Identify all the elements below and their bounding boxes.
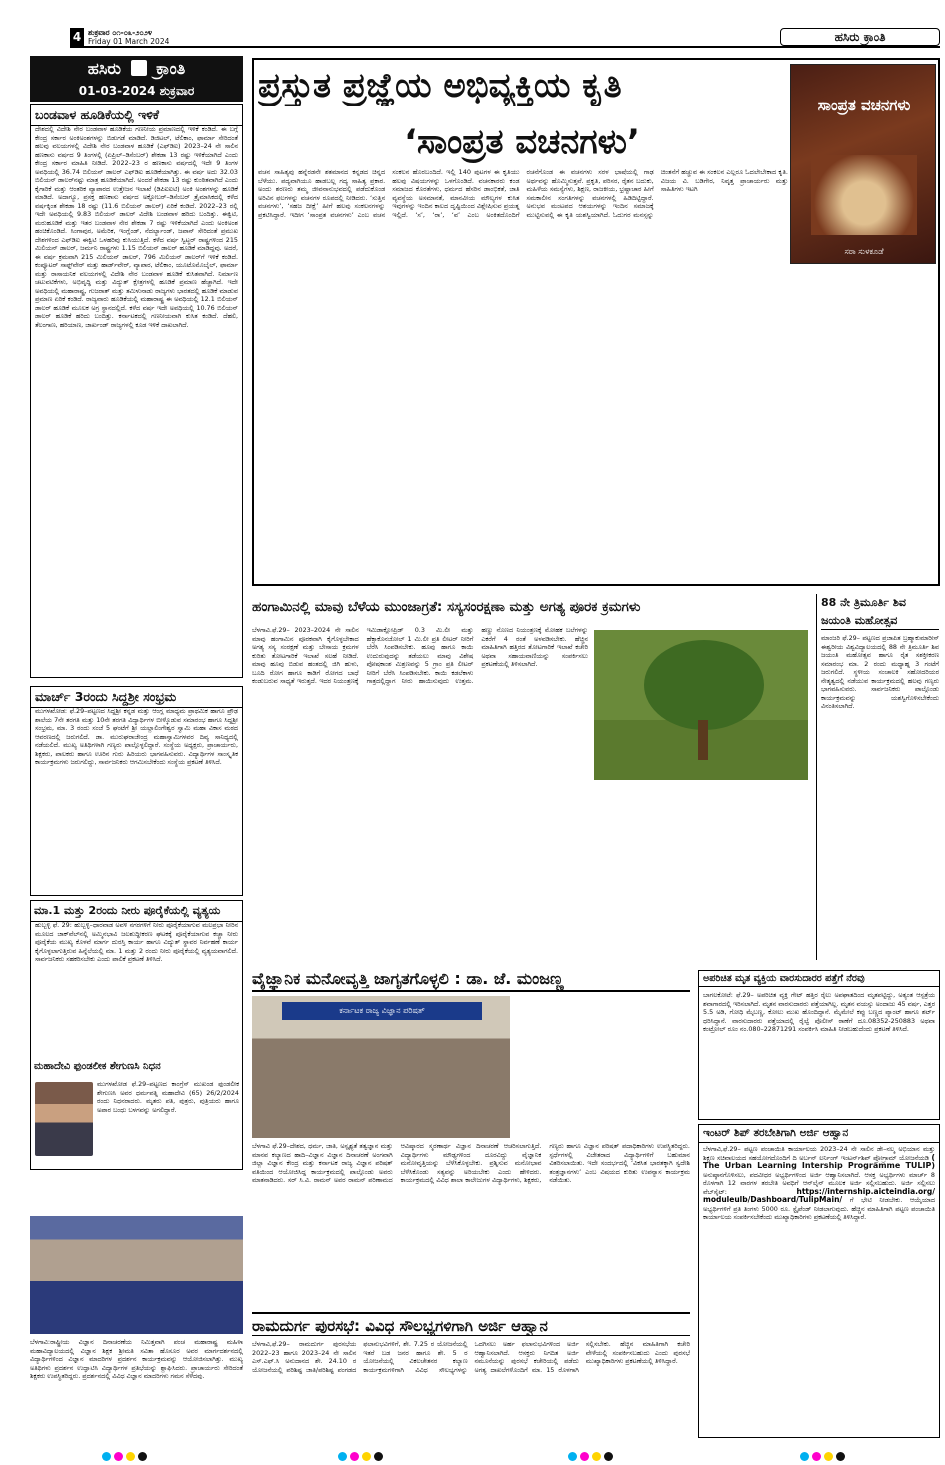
article-internship-title: ಇಂಟರ್ ಶಿಪ್ ತರಬೇತಿಗಾಗಿ ಅರ್ಜಿ ಆಹ್ವಾನ bbox=[699, 1125, 939, 1143]
article-water-title: ಮಾ.1 ಮತ್ತು 2ರಂದು ನೀರು ಪೂರೈಕೆಯಲ್ಲಿ ವ್ಯತ್ಯಯ bbox=[31, 901, 242, 922]
book-cover-title: ಸಾಂಪ್ರತ ವಚನಗಳು bbox=[817, 96, 911, 114]
dot-magenta bbox=[114, 1452, 123, 1461]
dot-cyan bbox=[102, 1452, 111, 1461]
article-fdi bbox=[30, 104, 243, 678]
article-book-title-line1: ಪ್ರಸ್ತುತ ಪ್ರಜ್ಞೆಯ ಅಭಿವ್ಯಕ್ತಿಯ ಕೃತಿ bbox=[258, 66, 622, 106]
mango-tree-photo bbox=[594, 630, 808, 780]
article-fdi-body: ದೇಶದಲ್ಲಿ ವಿದೇಶಿ ನೇರ ಬಂಡವಾಳ ಹೂಡಿಕೆಯ ಗಣನೀಯ ಪ್ರಮಾಣದಲ್ಲಿ ಇಳಿಕೆ ಕಂಡಿದೆ. ಈ ಬಗ್ಗೆ ಕೇಂದ್ರ ಸರ್ಕಾರ ಅಂಕಿಅಂಶಗಳನ್ನು ಬಿಡುಗಡೆ ಮಾಡಿದೆ. ಡಿಜಿಟಲ್, ಟೆಲಿಕಾಂ, ಫಾರ್ಮಾ ಸೇರಿದಂತೆ ಹಲವು ವಲಯಗಳಲ್ಲಿ ವಿದೇಶಿ ನೇರ ಬಂಡವಾಳ ಹೂಡಿಕೆ (ಎಫ್‌ಡಿಐ) 2023–24 ನೇ ಸಾಲಿನ ಹಣಕಾಸು ವರ್ಷದ 9 ತಿಂಗಳಲ್ಲಿ (ಏಪ್ರಿಲ್–ಡಿಸೆಂಬರ್) ಶೇಕಡಾ 13 ರಷ್ಟು ಇಳಿಕೆಯಾಗಿದೆ ಎಂದು ಕೇಂದ್ರ ಸರ್ಕಾರ ಮಾಹಿತಿ ನೀಡಿದೆ. 2022–23 ರ ಹಣಕಾಸು ವರ್ಷದಲ್ಲಿ ಇದೇ 9 ತಿಂಗಳ ಅವಧಿಯಲ್ಲಿ 36.74 ಬಿಲಿಯನ್ ಡಾಲರ್ ಎಫ್‌ಡಿಐ ಹೂಡಿಕೆಯಾಗಿತ್ತು. ಈ ವರ್ಷ ಅದು 32.03 ಬಿಲಿಯನ್ ಡಾಲರ್‌ನಷ್ಟು ಮಾತ್ರ ಹೂಡಿಕೆಯಾಗಿದೆ. ಅಂದರೆ ಶೇಕಡಾ 13 ರಷ್ಟು ಕುಂಠಿತವಾಗಿದೆ ಎಂದು ಕೈಗಾರಿಕೆ ಮತ್ತು ಆಂತರಿಕ ವ್ಯಾಪಾರದ ಉತ್ತೇಜನ ಇಲಾಖೆ (ಡಿಪಿಐಐಟಿ) ಅಂಕಿ ಅಂಶಗಳನ್ನು ಹೂಡಿಕೆ ಮಾಡಿದೆ. ಅದಾಗ್ಯೂ, ಪ್ರಸಕ್ತ ಹಣಕಾಸು ವರ್ಷದ ಅಕ್ಟೋಬರ್–ಡಿಸೆಂಬರ್ ತ್ರೈಮಾಸಿಕದಲ್ಲಿ ಕಳೆದ ವರ್ಷಕ್ಕಿಂತ ಶೇಕಡಾ 18 ರಷ್ಟು (11.6 ಬಿಲಿಯನ್ ಡಾಲರ್) ಏರಿಕೆ ಕಂಡಿದೆ. 2022–23 ರಲ್ಲಿ ಇದೇ ಅವಧಿಯಲ್ಲಿ 9.83 ಬಿಲಿಯನ್ ಡಾಲರ್ ವಿದೇಶಿ ಬಂಡವಾಳ ಹರಿದು ಬಂದಿತ್ತು. ಈಕ್ವಿಟಿ, ಮರುಹೂಡಿಕೆ ಮತ್ತು ಇತರ ಬಂಡವಾಳ ನೇರ ಶೇಕಡಾ 7 ರಷ್ಟು ಇಳಿಕೆಯಾಗಿದೆ ಎಂದು ಅಂಕಿಅಂಶ ಹಂಚಿಕೊಂಡಿದೆ. ಸಿಂಗಾಪುರ, ಅಮೆರಿಕ, ಇಂಗ್ಲೆಂಡ್, ನೆದರ್ಲ್ಯಾಂಡ್, ಜಪಾನ್ ಸೇರಿದಂತೆ ಪ್ರಮುಖ ದೇಶಗಳಿಂದ ಎಫ್‌ಡಿಐ ಈಕ್ವಿಟಿ ಒಳಹರಿವು ಕುಸಿಯುತ್ತಿದೆ. ಕಳೆದ ವರ್ಷ ಸ್ವಿಟ್ಜರ್ ರಾಷ್ಟ್ರಗಳಿಂದ 215 ಮಿಲಿಯನ್ ಡಾಲರ್, ಜರ್ಮನಿ ರಾಷ್ಟ್ರಗಳು 1.15 ಬಿಲಿಯನ್ ಡಾಲರ್ ಹೂಡಿಕೆ ಮಾಡಿದ್ದವು. ಅದರೆ, ಈ ವರ್ಷ ಕ್ರಮವಾಗಿ 215 ಮಿಲಿಯನ್ ಡಾಲರ್, 796 ಮಿಲಿಯನ್ ಡಾಲರ್‌ಗೆ ಇಳಿಕೆ ಕಂಡಿದೆ. ಕಂಪ್ಯೂಟರ್ ಸಾಫ್ಟ್‌ವೇರ್ ಮತ್ತು ಹಾರ್ಡ್‌ವೇರ್, ವ್ಯಾಪಾರ, ಟೆಲಿಕಾಂ, ಯೂಟೊಮೊಬೈಲ್, ಫಾರ್ಮಾ ಮತ್ತು ರಾಸಾಯನಿಕ ವಲಯಗಳಲ್ಲಿ ವಿದೇಶಿ ನೇರ ಬಂಡವಾಳ ಹೂಡಿಕೆ ಕುಸಿತವಾಗಿದೆ. ನಿರ್ಮಾಣ ಚಟುವಟಿಕೆಗಳು, ಅಭಿವೃದ್ಧಿ ಮತ್ತು ವಿದ್ಯುತ್ ಕ್ಷೇತ್ರಗಳಲ್ಲಿ ಹೂಡಿಕೆ ಪ್ರಮಾಣ ಹೆಚ್ಚಾಗಿದೆ. ಇದೇ ಅವಧಿಯಲ್ಲಿ ಮಹಾರಾಷ್ಟ್ರ, ಗುಜರಾತ್ ಮತ್ತು ತಮಿಳುನಾಡು ರಾಜ್ಯಗಳು ಭಾರತದಲ್ಲಿ ಹೂಡಿಕೆ ಮಾಡುವ ಪ್ರಮಾಣ ಏರಿಕೆ ಕಂಡಿದೆ. ರಾಜ್ಯವಾರು ಹೂಡಿಕೆಯಲ್ಲಿ ಮಹಾರಾಷ್ಟ್ರ ಈ ಅವಧಿಯಲ್ಲಿ 12.1 ಬಿಲಿಯನ್ ಡಾಲರ್ ಹೂಡಿಕೆ ಮೂಲಕ ಅಗ್ರ ಸ್ಥಾನದಲ್ಲಿದೆ. ಕಳೆದ ವರ್ಷ ಇದೇ ಅವಧಿಯಲ್ಲಿ 10.76 ಬಿಲಿಯನ್ ಡಾಲರ್ ಹೂಡಿಕೆ ಹರಿದು ಬಂದಿತ್ತು. ಕರ್ನಾಟಕದಲ್ಲಿ ಗಣನೀಯವಾಗಿ ಕುಸಿತ ಕಂಡಿದೆ. ದೆಹಲಿ, ತೆಲಂಗಾಣ, ಹರಿಯಾಣ, ಜಾರ್ಖಂಡ್ ರಾಜ್ಯಗಳಲ್ಲಿ ಕೂಡ ಇಳಿಕೆ ದಾಖಲಾಗಿದೆ. bbox=[35, 125, 238, 329]
masthead-logo-icon bbox=[131, 60, 147, 76]
article-science-expo bbox=[30, 1216, 243, 1450]
article-siddashree-title: ಮಾರ್ಚ್ 3ರಂದು ಸಿದ್ದಶ್ರೀ ಸಂಭ್ರಮ bbox=[31, 687, 242, 708]
article-jayanti-title: 88 ನೇ ತ್ರಿಮೂರ್ತಿ ಶಿವ ಜಯಂತಿ ಮಹೋತ್ಸವ bbox=[821, 594, 939, 630]
article-unknown-body-title: ಅಪರಿಚಿತ ಮೃತ ವ್ಯಕ್ತಿಯ ವಾರಸುದಾರರ ಪತ್ತೆಗೆ ನೆರವು bbox=[699, 971, 939, 987]
article-book-body: ವಚನ ಸಾಹಿತ್ಯವು ಹನ್ನೆರಡನೇ ಶತಮಾನದ ಕನ್ನಡದ ಚಿನ್ನದ ಬೆಳೆಯು. ಪದ್ಯವಾಗಿಯೂ ಹಾಡಬಲ್ಲ ಗದ್ಯ ಸಾಹಿತ್ಯ ಪ್ರಕಾರ. ಅಂದು ಶರಣರು ತಮ್ಮ ಜೀವನಾನುಭವದಲ್ಲಿ ಪಡೆದುಕೊಂಡ ಅರಿವಿನ ಫಲಗಳನ್ನು ವಚನಗಳ ರೂಪದಲ್ಲಿ ನೀಡಿದರು. ‘ಸುತ್ತಿನ ವಚನಗಳು’, ‘ಸಹಜ ದೀಕ್ಷೆ’ ಹೀಗೆ ಹಲವು ಸಂಕಲನಗಳನ್ನು ಪ್ರಕಟಿಸಿದ್ದಾರೆ. ಇದೀಗ ‘ಸಾಂಪ್ರತ ವಚನಗಳು’ ಎಂಬ ವಚನ ಸಂಕಲನ ಹೊರಬಂದಿದೆ. ಇಲ್ಲಿ 140 ಪುಟಗಳ ಈ ಕೃತಿಯು ಹಲವು ವಿಷಯಗಳನ್ನು ಒಳಗೊಂಡಿದೆ. ವಚನಕಾರರು ಕಂಡ ಸಮಾಜದ ಕೊರತೆಗಳು, ಧರ್ಮದ ಹೆಸರಿನ ಡಾಂಭಿಕತೆ, ಜಾತಿ ವ್ಯವಸ್ಥೆಯ ಅಸಮಾನತೆ, ಮಾನವೀಯ ಮೌಲ್ಯಗಳ ಕುಸಿತ ಇವುಗಳನ್ನು ಇಂದಿನ ಕಾಲದ ದೃಷ್ಟಿಯಿಂದ ವಿಶ್ಲೇಷಿಸುವ ಪ್ರಯತ್ನ ಇಲ್ಲಿದೆ. ‘ಸ’, ‘ರಾ’, ‘ವ’ ಎಂಬ ಅಂಕಿತದೊಂದಿಗೆ ರಚನೆಗೊಂಡ ಈ ವಚನಗಳು ಸರಳ ಭಾಷೆಯಲ್ಲಿ ಗಾಢ ಅರ್ಥವನ್ನು ಹೊಮ್ಮಿಸುತ್ತವೆ. ಪ್ರಕೃತಿ, ಪರಿಸರ, ರೈತನ ಬದುಕು, ಮಹಿಳೆಯ ಸಮಸ್ಯೆಗಳು, ಶಿಕ್ಷಣ, ರಾಜಕೀಯ, ಭ್ರಷ್ಟಾಚಾರ ಹೀಗೆ ಸಮಕಾಲೀನ ಸಂಗತಿಗಳನ್ನು ವಚನಗಳಲ್ಲಿ ಹಿಡಿದಿಟ್ಟಿದ್ದಾರೆ. ಅನುಭವ ಮಂಟಪದ ಆಶಯಗಳನ್ನು ಇಂದಿನ ಸಮಾಜಕ್ಕೆ ಮುಟ್ಟಿಸುವಲ್ಲಿ ಈ ಕೃತಿ ಯಶಸ್ವಿಯಾಗಿದೆ. ಓದುಗರ ಮನಸ್ಸನ್ನು ಚಿಂತನೆಗೆ ಹಚ್ಚುವ ಈ ಸಂಕಲನ ಎಲ್ಲರೂ ಓದಲೇಬೇಕಾದ ಕೃತಿ. ವಿಜಯ ವಿ. ಬಡಿಗೇರ, ನಿವೃತ್ತ ಪ್ರಾಚಾರ್ಯರು ಮತ್ತು ಸಾಹಿತಿಗಳು ಇಟಗಿ bbox=[258, 168, 788, 219]
color-registration-dots-center-left bbox=[338, 1452, 388, 1462]
internship-body-after: ಗೆ ಭೇಟಿ ನೀಡಬೇಕು. ಆಯ್ಕೆಯಾದ ಅಭ್ಯರ್ಥಿಗಳಿಗೆ ಪ್ರತಿ ತಿಂಗಳು 5000 ರೂ. ಸ್ಟೈಪೆಂಡ್ ನೀಡಲಾಗುವುದು. ಹೆಚ್ಚಿನ ಮಾಹಿತಿಗಾಗಿ ಪಟ್ಟಣ ಪಂಚಾಯಿತಿ ಕಾರ್ಯಾಲಯ ಸಂಪರ್ಕಿಸಬೇಕೆಂದು ಮುಖ್ಯಾಧಿಕಾರಿಗಳು ಪ್ರಕಟಣೆಯಲ್ಲಿ ತಿಳಿಸಿದ್ದಾರೆ. bbox=[703, 1196, 935, 1221]
color-registration-dots-center-right bbox=[568, 1452, 618, 1462]
color-registration-dots-left bbox=[102, 1452, 152, 1462]
article-scientific bbox=[252, 966, 690, 1306]
masthead-name-left: ಹಸಿರು bbox=[87, 59, 121, 78]
article-jayanti bbox=[816, 594, 940, 960]
book-cover-author: ಸರಾ ಸುಳಕೂಡೆ bbox=[844, 247, 884, 256]
article-siddashree bbox=[30, 686, 243, 896]
article-unknown-body-text: ಬಾಗಲಕೋಟೆ: ಫೆ.29– ಅಪರಿಚಿತ ವ್ಯಕ್ತಿ ಗೇಟ್ ಹತ್ತಿರ ರೈಲು ಅಪಘಾತದಿಂದ ಮೃತಪಟ್ಟಿದ್ದು, ಅತ್ಯಂತ ಆಸ್ಪತ್ರೆಯ ಶವಾಗಾರದಲ್ಲಿ ಇರಿಸಲಾಗಿದೆ. ಮೃತನ ವಾರಸುದಾರರು ಪತ್ತೆಯಾಗಿಲ್ಲ. ಮೃತನ ವಯಸ್ಸು ಅಂದಾಜು 45 ವರ್ಷ, ಎತ್ತರ 5.5 ಅಡಿ, ಗೋಧಿ ಮೈಬಣ್ಣ, ಕೋಲು ಮುಖ ಹೊಂದಿದ್ದಾನೆ. ಮೈಮೇಲೆ ಕಪ್ಪು ಬಣ್ಣದ ಪ್ಯಾಂಟ್ ಹಾಗೂ ಶರ್ಟ್ ಧರಿಸಿದ್ದಾನೆ. ವಾರಸುದಾರರು ಪತ್ತೆಯಾದಲ್ಲಿ ರೈಲ್ವೆ ಪೊಲೀಸ್ ಠಾಣೆಗೆ ದೂ.08352-250883 ಅಥವಾ ಕಂಟ್ರೋಲ್ ರೂಂ ನಂ.080–22871291 ಸಂಪರ್ಕಿಸಿ ಮಾಹಿತಿ ನೀಡಬಹುದೆಂದು ಪ್ರಕಟಣೆ ತಿಳಿಸಿದೆ. bbox=[703, 991, 935, 1033]
article-ramdurg-title: ರಾಮದುರ್ಗ ಪುರಸಭೆ: ವಿವಿಧ ಸೌಲಭ್ಯಗಳಿಗಾಗಿ ಅರ್ಜಿ ಆಹ್ವಾನ bbox=[252, 1312, 690, 1336]
article-book bbox=[252, 58, 940, 586]
internship-url-link[interactable]: https://internship.aicteindia.org/ moduleulb/Dashboard/TulipMain/ bbox=[703, 1186, 935, 1204]
page-number: 4 bbox=[70, 28, 84, 46]
masthead bbox=[30, 56, 243, 102]
article-ramdurg-body: ಬೆಳಗಾವಿ,ಫೆ.29– ರಾಮದುರ್ಗ ಪುರಸಭೆಯ 2022–23 ಹಾಗೂ 2023–24 ನೇ ಸಾಲಿನ ಎಸ್.ಎಫ್.ಸಿ ಅನುದಾನದ ಶೇ. 24.10 ರ ಯೋಜನೆಯಲ್ಲಿ ಪರಿಶಿಷ್ಟ ಜಾತಿ/ಪರಿಶಿಷ್ಟ ಪಂಗಡದ ಫಲಾನುಭವಿಗಳಿಗೆ, ಶೇ. 7.25 ರ ಯೋಜನೆಯಲ್ಲಿ ಇತರೆ ಬಡ ಜನರ ಹಾಗೂ ಶೇ. 5 ರ ಯೋಜನೆಯಲ್ಲಿ ವಿಕಲಚೇತನರ ಕಲ್ಯಾಣ ಕಾರ್ಯಕ್ರಮಗಳಿಗಾಗಿ ವಿವಿಧ ಸೌಲಭ್ಯಗಳನ್ನು ಒದಗಿಸಲು ಅರ್ಹ ಫಲಾನುಭವಿಗಳಿಂದ ಅರ್ಜಿ ಆಹ್ವಾನಿಸಲಾಗಿದೆ. ಆಸಕ್ತರು ನಿಗದಿತ ಅರ್ಜಿ ನಮೂನೆಯನ್ನು ಪುರಸಭೆ ಕಚೇರಿಯಲ್ಲಿ ಪಡೆದು ಅಗತ್ಯ ದಾಖಲೆಗಳೊಂದಿಗೆ ಮಾ. 15 ರೊಳಗಾಗಿ ಸಲ್ಲಿಸಬೇಕು. ಹೆಚ್ಚಿನ ಮಾಹಿತಿಗಾಗಿ ಕಚೇರಿ ವೇಳೆಯಲ್ಲಿ ಸಂಪರ್ಕಿಸಬಹುದು ಎಂದು ಪುರಸಭೆ ಮುಖ್ಯಾಧಿಕಾರಿಗಳು ಪ್ರಕಟಣೆಯಲ್ಲಿ ತಿಳಿಸಿದ್ದಾರೆ. bbox=[252, 1340, 690, 1374]
book-cover bbox=[790, 64, 936, 264]
scientific-photo-banner: ಕರ್ನಾಟಕ ರಾಜ್ಯ ವಿಜ್ಞಾನ ಪರಿಷತ್ bbox=[282, 1002, 482, 1020]
header-paper-name: ಹಸಿರು ಕ್ರಾಂತಿ bbox=[780, 28, 940, 46]
article-scientific-title: ವೈಜ್ಞಾನಿಕ ಮನೋವೃತ್ತಿ ಜಾಗೃತಗೊಳ್ಳಲಿ : ಡಾ. ಜೆ. ಮಂಜಣ್ಣ bbox=[252, 966, 690, 992]
obituary-body: ಮುಗಳಖೋಡ ಫೆ.29–ಪಟ್ಟಣದ ಕಾಂಗ್ರೆಸ್ ಮುಖಂಡ ಫುಂಡಲೀಕ ಶೇಗುಣಸಿ ಅವರ ಧರ್ಮಪತ್ನಿ ಮಹಾದೇವಿ (65) 26/2/2024 ರಂದು ನಿಧನರಾದರು. ಮೃತರು ಪತಿ, ಪುತ್ರರು, ಪುತ್ರಿಯರು ಹಾಗೂ ಅಪಾರ ಬಂಧು ಬಳಗವನ್ನು ಅಗಲಿದ್ದಾರೆ. bbox=[97, 1080, 239, 1114]
article-science-expo-body: ಬೆಳಗಾವಿ:ರಾಷ್ಟ್ರೀಯ ವಿಜ್ಞಾನ ದಿನಾಚರಣೆಯ ನಿಮಿತ್ತವಾಗಿ ಪಂಚ ಮಹಾರಾಷ್ಟ್ರ ಮಹಿಳಾ ಮಹಾವಿದ್ಯಾಲಯದಲ್ಲಿ ವಿಜ್ಞಾನ ಶಿಕ್ಷಕ ಶ್ರೀಮತಿ ಸವಿತಾ ಹೊಸೂರ ಅವರ ಮಾರ್ಗದರ್ಶನದಲ್ಲಿ ವಿದ್ಯಾರ್ಥಿಗಳಿಂದ ವಿಜ್ಞಾನ ಮಾದರಿಗಳ ಪ್ರದರ್ಶನ ಕಾರ್ಯಕ್ರಮವನ್ನು ಆಯೋಜಿಸಲಾಗಿತ್ತು. ಮುಖ್ಯ ಅತಿಥಿಗಳು ಪ್ರದರ್ಶನ ಉದ್ಘಾಟಿಸಿ ವಿದ್ಯಾರ್ಥಿಗಳ ಪ್ರತಿಭೆಯನ್ನು ಶ್ಲಾಘಿಸಿದರು. ಪ್ರಾಚಾರ್ಯರು ಸೇರಿದಂತೆ ಶಿಕ್ಷಕರು ಉಪಸ್ಥಿತರಿದ್ದರು. ಪ್ರದರ್ಶನದಲ್ಲಿ ವಿವಿಧ ವಿಜ್ಞಾನ ಮಾದರಿಗಳು ಗಮನ ಸೆಳೆದವು. bbox=[30, 1338, 243, 1380]
page-header bbox=[70, 28, 940, 48]
article-mango-title: ಹಂಗಾಮಿನಲ್ಲಿ ಮಾವು ಬೆಳೆಯ ಮುಂಜಾಗ್ರತೆ: ಸಸ್ಯಸಂರಕ್ಷಣಾ ಮತ್ತು ಅಗತ್ಯ ಪೂರಕ ಕ್ರಮಗಳು bbox=[252, 599, 641, 615]
article-scientific-body: ಬೆಳಗಾವಿ ಫೆ.29–ದೇಶದ, ಧರ್ಮ, ಜಾತಿ, ಅಸ್ಪೃಶ್ಯತೆ ತತ್ವಜ್ಞಾನ ಮತ್ತು ಮಾನವ ಕಲ್ಯಾಣದ ಹಾದಿ–ವಿಜ್ಞಾನ ವಿಜ್ಞಾನ ದಿನಾಚರಣೆ ಅಂಗವಾಗಿ ಜಿಲ್ಲಾ ವಿಜ್ಞಾನ ಕೇಂದ್ರ ಮತ್ತು ಕರ್ನಾಟಕ ರಾಜ್ಯ ವಿಜ್ಞಾನ ಪರಿಷತ್ ವತಿಯಿಂದ ಆಯೋಜಿಸಿದ್ದ ಕಾರ್ಯಕ್ರಮದಲ್ಲಿ ಪಾಲ್ಗೊಂಡು ಅವರು ಮಾತನಾಡಿದರು. ಸರ್ ಸಿ.ವಿ. ರಾಮನ್ ಅವರ ರಾಮನ್ ಪರಿಣಾಮದ ಆವಿಷ್ಕಾರದ ಸ್ಮರಣಾರ್ಥ ವಿಜ್ಞಾನ ದಿನಾಚರಣೆ ಆಚರಿಸಲಾಗುತ್ತಿದೆ. ವಿದ್ಯಾರ್ಥಿಗಳು ಮೌಢ್ಯಗಳಿಂದ ದೂರವಿದ್ದು ವೈಜ್ಞಾನಿಕ ಮನೋವೃತ್ತಿಯನ್ನು ಬೆಳೆಸಿಕೊಳ್ಳಬೇಕು. ಪ್ರಶ್ನಿಸುವ ಮನೋಭಾವ ಬೆಳೆಸಿಕೊಂಡು ಸತ್ಯವನ್ನು ಅರಿಯಬೇಕು ಎಂದು ಹೇಳಿದರು. ಕಾರ್ಯಕ್ರಮದಲ್ಲಿ ವಿವಿಧ ಶಾಲಾ ಕಾಲೇಜುಗಳ ವಿದ್ಯಾರ್ಥಿಗಳು, ಶಿಕ್ಷಕರು, ಗಣ್ಯರು ಹಾಗೂ ವಿಜ್ಞಾನ ಪರಿಷತ್ ಪದಾಧಿಕಾರಿಗಳು ಉಪಸ್ಥಿತರಿದ್ದರು. ಸ್ಪರ್ಧೆಗಳಲ್ಲಿ ವಿಜೇತರಾದ ವಿದ್ಯಾರ್ಥಿಗಳಿಗೆ ಬಹುಮಾನ ವಿತರಿಸಲಾಯಿತು. ಇದೇ ಸಂದರ್ಭದಲ್ಲಿ ‘ವಿಕಸಿತ ಭಾರತಕ್ಕಾಗಿ ಸ್ವದೇಶಿ ತಂತ್ರಜ್ಞಾನಗಳು’ ಎಂಬ ವಿಷಯದ ಕುರಿತು ಉಪನ್ಯಾಸ ಕಾರ್ಯಕ್ರಮ ನಡೆಯಿತು. bbox=[252, 1142, 690, 1184]
obituary bbox=[30, 1058, 243, 1170]
article-water-body: ಹುಬ್ಬಳ್ಳಿ ಫೆ. 29: ಹುಬ್ಬಳ್ಳಿ–ಧಾರವಾಡ ಅವಳಿ ನಗರಗಳಿಗೆ ನೀರು ಪೂರೈಕೆಯಾಗುವ ಮಲಪ್ರಭಾ ನೀರಿನ ಮೂಲದ ಜಾಕ್‌ವೆಲ್‌ನಲ್ಲಿ ಅಮ್ಮಿನಭಾವಿ ಜಲಶುದ್ಧೀಕರಣ ಘಟಕಕ್ಕೆ ಪೂರೈಕೆಯಾಗುವ ಕಚ್ಚಾ ನೀರು ಪೂರೈಕೆಯ ಮುಖ್ಯ ಕೊಳವೆ ಮಾರ್ಗ ದುರಸ್ತಿ ಕಾರ್ಯ ಹಾಗೂ ವಿದ್ಯುತ್ ಸ್ಥಾವರ ನಿರ್ವಹಣೆ ಕಾರ್ಯ ಕೈಗೊಳ್ಳಲಾಗುತ್ತಿರುವ ಹಿನ್ನೆಲೆಯಲ್ಲಿ ಮಾ. 1 ಮತ್ತು 2 ರಂದು ನೀರು ಪೂರೈಕೆಯಲ್ಲಿ ವ್ಯತ್ಯಯವಾಗಲಿದೆ. ಸಾರ್ವಜನಿಕರು ಸಹಕರಿಸಬೇಕು ಎಂದು ಪಾಲಿಕೆ ಪ್ರಕಟಣೆ ತಿಳಿಸಿದೆ. bbox=[35, 921, 238, 963]
dot-black bbox=[138, 1452, 147, 1461]
article-jayanti-body: ಮಾಂಜರಿ ಫೆ.29– ಪಟ್ಟಣದ ಪ್ರಜಾಪಿತ ಬ್ರಹ್ಮಾಕುಮಾರೀಸ್ ಈಶ್ವರೀಯ ವಿಶ್ವವಿದ್ಯಾಲಯದಲ್ಲಿ 88 ನೇ ತ್ರಿಮೂರ್ತಿ ಶಿವ ಜಯಂತಿ ಮಹೋತ್ಸವ ಹಾಗೂ ರೈತ ಸಶಕ್ತೀಕರಣ ಸಮಾರಂಭ ಮಾ. 2 ರಂದು ಮಧ್ಯಾಹ್ನ 3 ಗಂಟೆಗೆ ಜರುಗಲಿದೆ. ಸ್ಥಳೀಯ ಸಂಚಾಲಕಿ ಸಹೋದರಿಯರ ನೇತೃತ್ವದಲ್ಲಿ ನಡೆಯುವ ಕಾರ್ಯಕ್ರಮದಲ್ಲಿ ಹಲವು ಗಣ್ಯರು ಭಾಗವಹಿಸುವರು. ಸಾರ್ವಜನಿಕರು ಪಾಲ್ಗೊಂಡು ಕಾರ್ಯಕ್ರಮವನ್ನು ಯಶಸ್ವಿಗೊಳಿಸಬೇಕೆಂದು ವಿನಂತಿಸಲಾಗಿದೆ. bbox=[821, 634, 939, 710]
article-unknown-body bbox=[698, 970, 940, 1120]
article-internship bbox=[698, 1124, 940, 1438]
obituary-portrait bbox=[35, 1082, 93, 1156]
internship-body-middle: ಅನುಷ್ಠಾನಗೊಳಿಸಲು, ಪದವೀಧರ ಅಭ್ಯರ್ಥಿಗಳಿಂದ ಅರ್ಜಿ ಆಹ್ವಾನಿಸಲಾಗಿದೆ. ಆಸಕ್ತ ಅಭ್ಯರ್ಥಿಗಳು ಮಾರ್ಚ್ 8 ರೊಳಗಾಗಿ 12 ವಾರಗಳ ತರಬೇತಿ ಅವಧಿಗೆ ಆನ್‌ಲೈನ್ ಮೂಲಕ ಅರ್ಜಿ ಸಲ್ಲಿಸಬಹುದು. ಅರ್ಜಿ ಸಲ್ಲಿಸಲು ವೆಬ್‌ಸೈಟ್: bbox=[703, 1170, 935, 1196]
scientific-photo bbox=[252, 996, 510, 1138]
internship-body-before: ಬೆಳಗಾವಿ,ಫೆ.29– ಪಟ್ಟಣ ಪಂಚಾಯಿತಿ ಕಾರ್ಯಾಲಯ 2023–24 ನೇ ಸಾಲಿನ ಡೇ–ನಲ್ಮ ಅಭಿಯಾನ ಮತ್ತು ಶಿಕ್ಷಣ ಸಚಿವಾಲಯದ ಸಹಯೋಗದೊಂದಿಗೆ ದಿ ಅರ್ಬನ್ ಲರ್ನಿಂಗ್ ಇಂಟರ್ನ್‌ಶಿಪ್ ಪ್ರೋಗ್ರಾಮ್ ಯೋಜನೆಯಡಿ bbox=[703, 1145, 935, 1162]
book-cover-image bbox=[811, 155, 917, 235]
masthead-date: 01-03-2024 ಶುಕ್ರವಾರ bbox=[78, 84, 195, 98]
header-date-english: Friday 01 March 2024 bbox=[88, 37, 170, 46]
article-mango bbox=[252, 596, 808, 962]
masthead-name-right: ಕ್ರಾಂತಿ bbox=[156, 59, 186, 78]
obituary-title: ಮಹಾದೇವಿ ಫುಂಡಲೀಕ ಶೇಗುಣಸಿ ನಿಧನ bbox=[34, 1061, 161, 1072]
internship-program-name: ( The Urban Learning Intership Programme TULIP) bbox=[703, 1152, 935, 1170]
article-siddashree-body: ಮುಗಳಖೋಡ: ಫೆ.29–ಪಟ್ಟಣದ ಸಿದ್ದಶ್ರೀ ಕನ್ನಡ ಮತ್ತು ಆಂಗ್ಲ ಮಾಧ್ಯಮ ಪ್ರಾಥಮಿಕ ಹಾಗೂ ಪ್ರೌಢ ಶಾಲೆಯ 7ನೇ ತರಗತಿ ಮತ್ತು 10ನೇ ತರಗತಿ ವಿದ್ಯಾರ್ಥಿಗಳ ಬೀಳ್ಕೊಡುವ ಸಮಾರಂಭ ಹಾಗೂ ಸಿದ್ದಶ್ರೀ ಸಂಭ್ರಮ, ಮಾ. 3 ರಂದು ಸಂಜೆ 5 ಘಂಟೆಗೆ ಶ್ರೀ ಯಲ್ಲಾಲಿಂಗೇಶ್ವರ ಸ್ವಾಮಿ ಮಹಾ ವಿಕಾಸ ಮಠದ ಆವರಣದಲ್ಲಿ ಜರುಗಲಿದೆ. ಡಾ. ಮುರುಘರಾಜೇಂದ್ರ ಮಹಾಸ್ವಾಮಿಗಳವರ ದಿವ್ಯ ಸಾನಿಧ್ಯದಲ್ಲಿ ನಡೆಯಲಿದೆ. ಮುಖ್ಯ ಅತಿಥಿಗಳಾಗಿ ಗಣ್ಯರು ಪಾಲ್ಗೊಳ್ಳಲಿದ್ದಾರೆ. ಸಂಸ್ಥೆಯ ಅಧ್ಯಕ್ಷರು, ಪ್ರಾಚಾರ್ಯರು, ಶಿಕ್ಷಕರು, ಪಾಲಕರು ಹಾಗೂ ಊರಿನ ಗುರು ಹಿರಿಯರು ಭಾಗವಹಿಸುವರು. ವಿದ್ಯಾರ್ಥಿಗಳ ಸಾಂಸ್ಕೃತಿಕ ಕಾರ್ಯಕ್ರಮಗಳು ಜರುಗಲಿದ್ದು, ಸಾರ್ವಜನಿಕರು ಆಗಮಿಸಬೇಕೆಂದು ಸಂಸ್ಥೆಯ ಪ್ರಕಟಣೆ ತಿಳಿಸಿದೆ. bbox=[35, 707, 238, 766]
article-book-title-line2: ‘ಸಾಂಪ್ರತ ವಚನಗಳು’ bbox=[404, 122, 640, 162]
header-date-regional: ಶುಕ್ರವಾರ ೦೧-೦೩-೨೦೨೪ bbox=[88, 28, 153, 37]
science-expo-photo bbox=[30, 1216, 243, 1334]
article-mango-body: ಬೆಳಗಾವಿ.ಫೆ.29– 2023–2024 ನೇ ಸಾಲಿನ ಮಾವು ಹಂಗಾಮಿನ ಪೂರಕವಾಗಿ ಕೈಗೊಳ್ಳಬೇಕಾದ ಅಗತ್ಯ ಸಸ್ಯ ಸಂರಕ್ಷಣೆ ಮತ್ತು ಬೇಸಾಯ ಕ್ರಮಗಳ ಕುರಿತು ತೋಟಗಾರಿಕೆ ಇಲಾಖೆ ಸಲಹೆ ನೀಡಿದೆ. ಮಾವು ಹೂವು ಬಿಡುವ ಹಂತದಲ್ಲಿ ಜಿಗಿ ಹುಳು, ಬೂದಿ ರೋಗ ಹಾಗೂ ಕಾಡಿಗೆ ರೋಗದ ಬಾಧೆ ಕಂಡುಬರುವ ಸಾಧ್ಯತೆ ಇರುತ್ತದೆ. ಇದರ ನಿಯಂತ್ರಣಕ್ಕೆ ಇಮಿಡಾಕ್ಲೋಪ್ರಿಡ್ 0.3 ಮಿ.ಲೀ ಮತ್ತು ಹೆಕ್ಸಾಕೊನಜೋಲ್ 1 ಮಿ.ಲೀ ಪ್ರತಿ ಲೀಟರ್ ನೀರಿಗೆ ಬೆರೆಸಿ ಸಿಂಪಡಿಸಬೇಕು. ಹೂವು ಹಾಗೂ ಕಾಯಿ ಉದುರುವುದನ್ನು ತಡೆಯಲು ಮಾವು ವಿಶೇಷ ಪೋಷಕಾಂಶ ಮಿಶ್ರಣವನ್ನು 5 ಗ್ರಾಂ ಪ್ರತಿ ಲೀಟರ್ ನೀರಿಗೆ ಬೆರೆಸಿ ಸಿಂಪಡಿಸಬೇಕು. ಕಾಯಿ ಕಡಲೆಕಾಳು ಗಾತ್ರದಲ್ಲಿದ್ದಾಗ ನೀರು ಹಾಯಿಸುವುದು ಉತ್ತಮ. ಹಣ್ಣು ನೊಣದ ನಿಯಂತ್ರಣಕ್ಕೆ ಮೋಹಕ ಬಲೆಗಳನ್ನು ಎಕರೆಗೆ 4 ರಂತೆ ಅಳವಡಿಸಬೇಕು. ಹೆಚ್ಚಿನ ಮಾಹಿತಿಗಾಗಿ ಹತ್ತಿರದ ತೋಟಗಾರಿಕೆ ಇಲಾಖೆ ಕಚೇರಿ ಅಥವಾ ಸಹಾಯವಾಣಿಯನ್ನು ಸಂಪರ್ಕಿಸಲು ಪ್ರಕಟಣೆಯಲ್ಲಿ ತಿಳಿಸಲಾಗಿದೆ. bbox=[252, 626, 588, 685]
article-fdi-title: ಬಂಡವಾಳ ಹೂಡಿಕೆಯಲ್ಲಿ ಇಳಿಕೆ bbox=[31, 105, 242, 126]
dot-yellow bbox=[126, 1452, 135, 1461]
article-water bbox=[30, 900, 243, 1058]
article-ramdurg bbox=[252, 1312, 690, 1432]
color-registration-dots-right bbox=[800, 1452, 850, 1462]
